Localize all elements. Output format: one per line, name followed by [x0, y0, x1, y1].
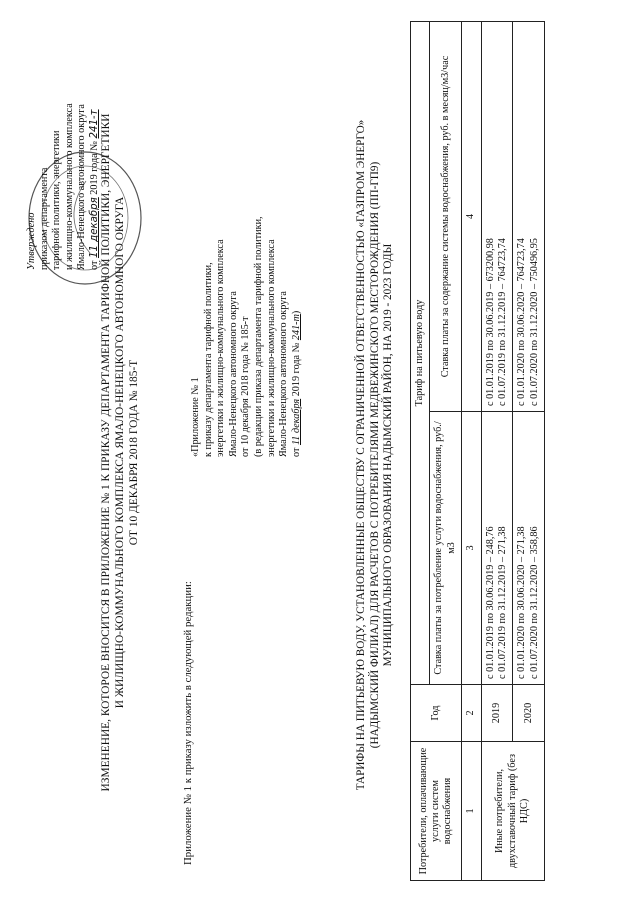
heading-line: ОТ 10 ДЕКАБРЯ 2018 ГОДА № 185-Т [127, 359, 140, 546]
table-number-row [462, 22, 481, 881]
appendix-line: (в редакции приказа департамента тарифной политики, [252, 216, 264, 457]
document-heading [100, 40, 141, 865]
rate-period: с 01.07.2020 по 31.12.2020 – 358,86 [528, 526, 540, 679]
tariff-title-line: ТАРИФЫ НА ПИТЬЕВУЮ ВОДУ, УСТАНОВЛЕННЫЕ ОБЩЕСТВУ С ОГРАНИЧЕННОЙ ОТВЕТСТВЕННОСТЬЮ «ГАЗПРОМ ЭНЕРГО» [355, 119, 367, 791]
approval-number-handwritten: 241-т [88, 109, 100, 139]
rate-period: с 01.07.2020 по 31.12.2020 – 750496,95 [528, 238, 540, 406]
column-number: 1 [462, 742, 481, 881]
approval-year: 2019 года № [88, 141, 100, 195]
rate-period: с 01.01.2020 по 30.06.2020 – 271,38 [516, 526, 528, 679]
appendix-line: Ямало-Ненецкого автономного округа [227, 291, 239, 457]
appendix-date-line [291, 157, 304, 457]
appendix-number-handwritten: 241-т [290, 314, 302, 341]
appendix-block [190, 157, 303, 457]
consumer-label: Иные потребители, двухставочный тариф (без НДС) [481, 742, 545, 881]
appendix-close: ) [290, 310, 302, 315]
rate-period: с 01.01.2019 по 30.06.2019 – 673200,98 [484, 238, 496, 406]
appendix-line: энергетики и жилищно-коммунального комплекса [265, 239, 277, 457]
table-row [481, 22, 513, 881]
approval-date-handwritten: 11 декабря [88, 197, 100, 259]
approval-line: тарифной политики, энергетики [51, 130, 63, 270]
rate-period: с 01.01.2020 по 30.06.2020 – 764723,74 [516, 238, 528, 406]
heading-line: И ЖИЛИЩНО-КОММУНАЛЬНОГО КОМПЛЕКСА ЯМАЛО-НЕНЕЦКОГО АВТОНОМНОГО ОКРУГА [113, 196, 126, 709]
approval-line: Ямало-Ненецкого автономного округа [76, 104, 88, 270]
appendix-date-prefix: от [290, 447, 302, 457]
approval-block [26, 10, 102, 270]
column-number: 2 [462, 685, 481, 742]
appendix-line: энергетики и жилищно-коммунального комплекса [215, 239, 227, 457]
intro-text: Приложение № 1 к приказу изложить в следующей редакции: [182, 581, 194, 865]
appendix-date-handwritten: 11 декабря [290, 398, 302, 446]
header-consumers: Потребители, оплачивающие услуги систем водоснабжения [411, 742, 462, 881]
maintenance-cell [513, 22, 545, 412]
column-number: 3 [462, 412, 481, 685]
tariff-title [355, 35, 396, 875]
maintenance-cell [481, 22, 513, 412]
rate-period: с 01.07.2019 по 31.12.2019 – 764723,74 [497, 238, 509, 406]
row-year: 2020 [513, 685, 545, 742]
approval-line: Утверждено [26, 212, 37, 270]
tariff-table [410, 21, 545, 881]
consumption-cell [513, 412, 545, 685]
header-consumption-rate: Ставка платы за потребление услуги водоснабжения, руб./м3 [430, 412, 462, 685]
header-maintenance-rate: Ставка платы за содержание системы водоснабжения, руб. в месяц/м3/час [430, 22, 462, 412]
appendix-line: к приказу департамента тарифной политики, [202, 262, 214, 457]
approval-line: приказом департамента [38, 167, 50, 270]
appendix-line: «Приложение № 1 [190, 377, 201, 457]
appendix-line: Ямало-Ненецкого автономного округа [278, 291, 290, 457]
appendix-line: от 10 декабря 2018 года № 185-т [240, 316, 252, 457]
header-year: Год [411, 685, 462, 742]
column-number: 4 [462, 22, 481, 412]
approval-line: и жилищно-коммунального комплекса [63, 103, 75, 270]
appendix-year: 2019 года № [290, 342, 302, 397]
approval-date-prefix: от [88, 260, 100, 270]
tariff-title-line: (НАДЫМСКИЙ ФИЛИАЛ) ДЛЯ РАСЧЕТОВ С ПОТРЕБИТЕЛЯМИ МЕДВЕЖИНСКОГО МЕСТОРОЖДЕНИЯ (ПП-ГП9) [368, 161, 381, 749]
row-year: 2019 [481, 685, 513, 742]
heading-line: ИЗМЕНЕНИЕ, КОТОРОЕ ВНОСИТСЯ В ПРИЛОЖЕНИЕ № 1 К ПРИКАЗУ ДЕПАРТАМЕНТА ТАРИФНОЙ ПОЛИТИКИ, ЭНЕРГЕТИКИ [100, 113, 112, 792]
table-header-row [411, 22, 430, 881]
tariff-title-line: МУНИЦИПАЛЬНОГО ОБРАЗОВАНИЯ НАДЫМСКИЙ РАЙОН, НА 2019 - 2023 ГОДЫ [382, 243, 395, 667]
header-tariff-group: Тариф на питьевую воду [411, 22, 430, 685]
rate-period: с 01.07.2019 по 31.12.2019 – 271,38 [497, 526, 509, 679]
consumption-cell [481, 412, 513, 685]
rate-period: с 01.01.2019 по 30.06.2019 – 248,76 [484, 526, 496, 679]
